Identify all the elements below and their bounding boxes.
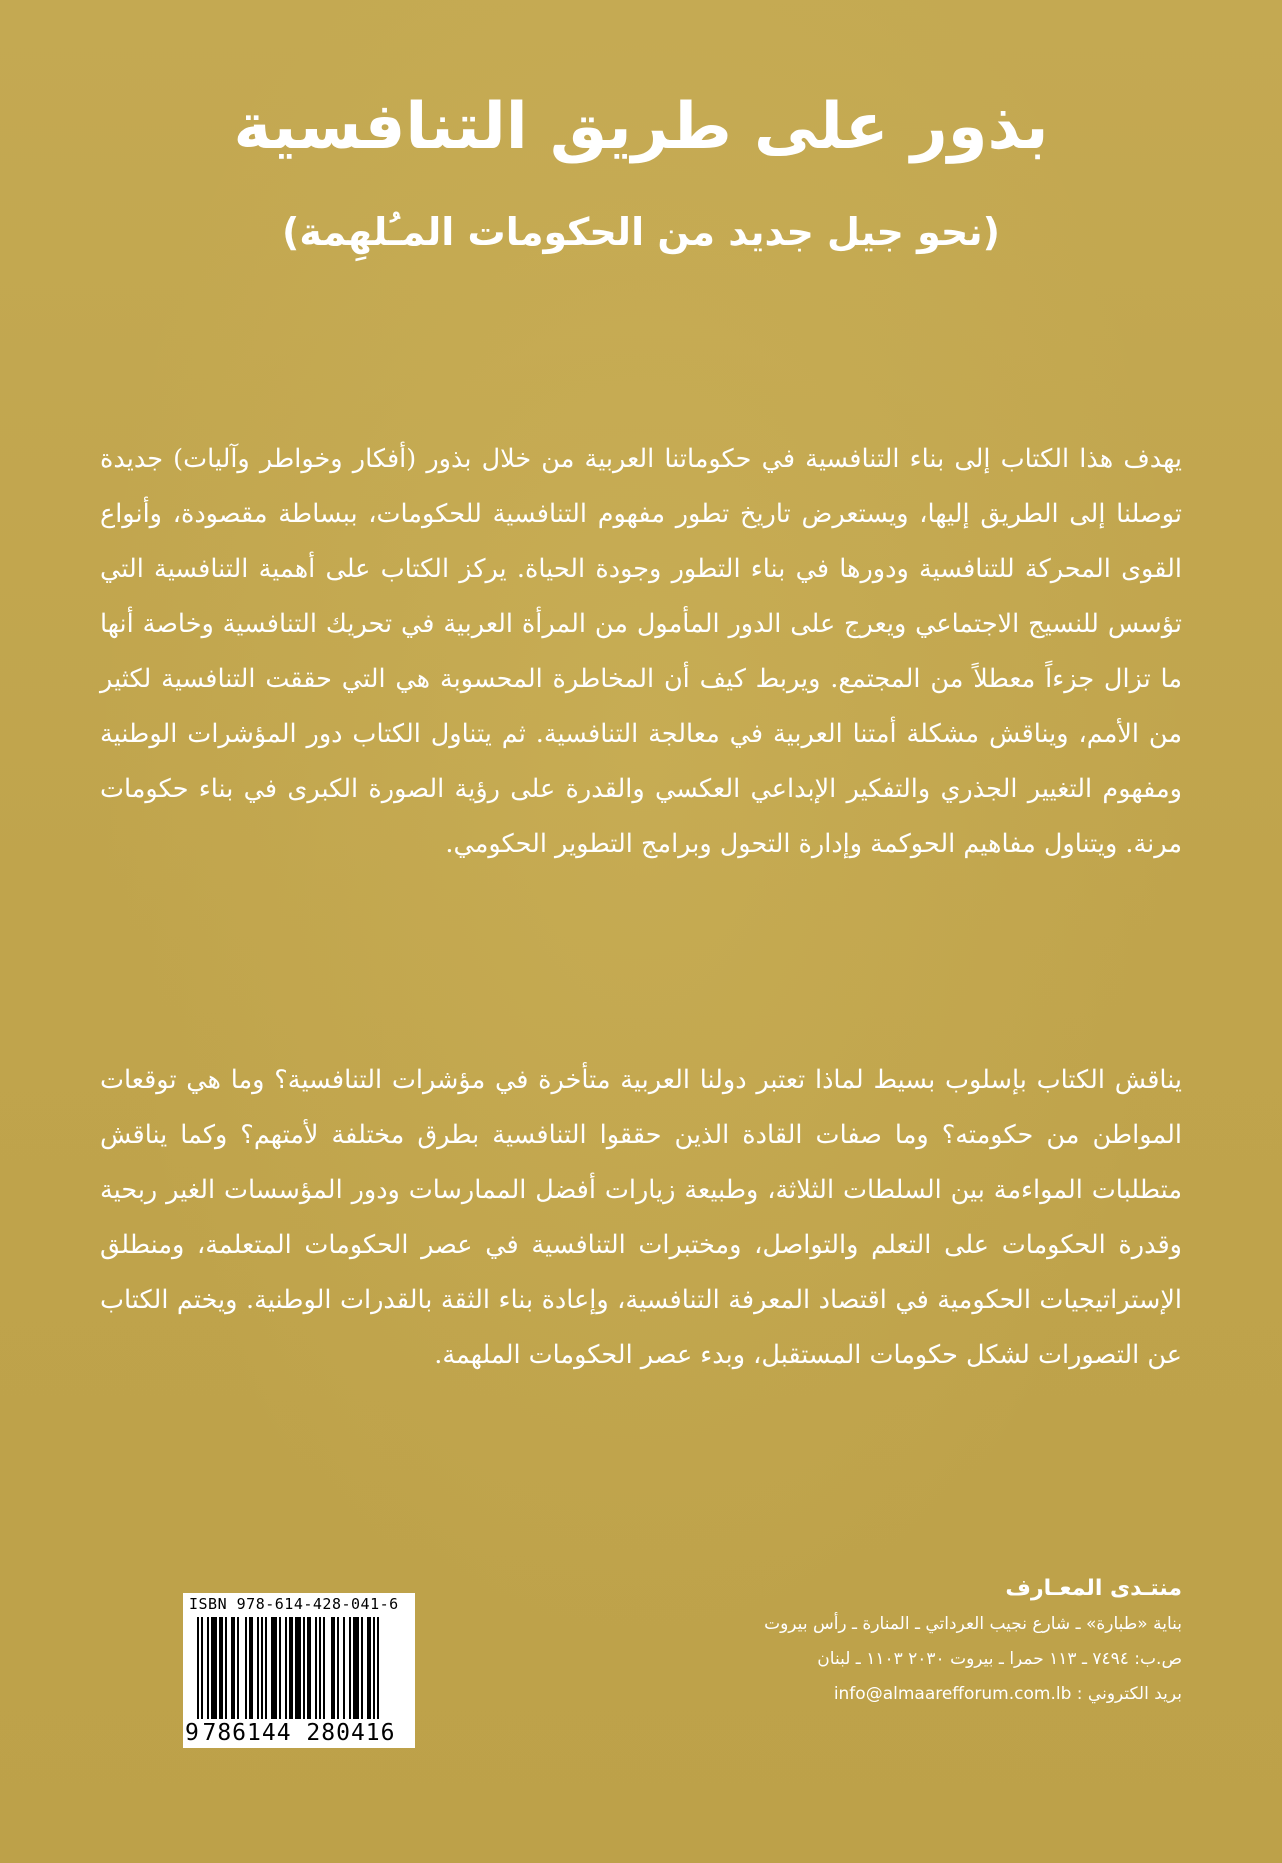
publisher-info	[662, 1571, 1182, 1712]
barcode-bar	[207, 1617, 209, 1719]
book-title: بذور على طريق التنافسية	[233, 90, 1049, 164]
barcode-bar	[377, 1617, 379, 1719]
barcode-bar	[361, 1617, 363, 1719]
publisher-email-line	[662, 1677, 1182, 1712]
email-label: بريد الكتروني :	[1076, 1684, 1182, 1704]
barcode-bar	[271, 1617, 277, 1719]
barcode-graphic	[197, 1617, 401, 1719]
barcode-bar	[219, 1617, 223, 1719]
barcode-bar	[331, 1617, 335, 1719]
barcode-bar	[337, 1617, 339, 1719]
barcode-digits	[183, 1720, 415, 1746]
description-paragraph-2: يناقش الكتاب بإسلوب بسيط لماذا تعتبر دولنا العربية متأخرة في مؤشرات التنافسية؟ وما هي توقعات المواطن من حكومته؟ وما صفات القادة الذين حققوا التنافسية بطرق مختلفة لأمتهم؟ وكما يناقش متطلبات المواءمة بين السلطات الثلاثة، وطبيعة زيارات أفضل الممارسات ودور المؤسسات الغير ربحية وقدرة الحكومات على التعلم والتواصل، ومختبرات التنافسية في عصر الحكومات المتعلمة، ومنطلق الإستراتيجيات الحكومية في اقتصاد المعرفة التنافسية، وإعادة بناء الثقة بالقدرات الوطنية. ويختم الكتاب عن التصورات لشكل حكومات المستقبل، وبدء عصر الحكومات الملهمة.	[100, 1065, 1182, 1370]
barcode-bar	[315, 1617, 317, 1719]
barcode-bar	[279, 1617, 281, 1719]
barcode-bar	[249, 1617, 253, 1719]
description-paragraph-1: يهدف هذا الكتاب إلى بناء التنافسية في حكوماتنا العربية من خلال بذور (أفكار وخواطر وآليات) جديدة توصلنا إلى الطريق إليها، ويستعرض تاريخ تطور مفهوم التنافسية للحكومات، ببساطة مقصودة، وأنواع القوى المحركة للتنافسية ودورها في بناء التطور وجودة الحياة. يركز الكتاب على أهمية التنافسية التي تؤسس للنسيج الاجتماعي ويعرج على الدور المأمول من المرأة العربية في تحريك التنافسية وخاصة أنها ما تزال جزءاً معطلاً من المجتمع. ويربط كيف أن المخاطرة المحسوبة هي التي حققت التنافسية لكثير من الأمم، ويناقش مشكلة أمتنا العربية في معالجة التنافسية. ثم يتناول الكتاب دور المؤشرات الوطنية ومفهوم التغيير الجذري والتفكير الإبداعي العكسي والقدرة على رؤية الصورة الكبرى في بناء حكومات مرنة. ويتناول مفاهيم الحوكمة وإدارة التحول وبرامج التطوير الحكومي.	[100, 444, 1182, 859]
barcode-bar	[237, 1617, 239, 1719]
barcode-bar	[295, 1617, 301, 1719]
barcode-bar	[231, 1617, 235, 1719]
barcode-first-digit: 9	[185, 1720, 200, 1746]
publisher-address: بناية «طبارة» ـ شارع نجيب العرداتي ـ المنارة ـ رأس بيروت	[764, 1614, 1182, 1634]
barcode-bar	[349, 1617, 351, 1719]
barcode-bar	[307, 1617, 311, 1719]
publisher-email: info@almaarefforum.com.lb	[833, 1684, 1072, 1704]
barcode-bar	[225, 1617, 227, 1719]
barcode-bar	[373, 1617, 375, 1719]
publisher-name: منتـدى المعـارف	[1005, 1576, 1182, 1601]
barcode-bar	[343, 1617, 345, 1719]
barcode-bar	[245, 1617, 247, 1719]
barcode-bar	[201, 1617, 203, 1719]
barcode-bar	[367, 1617, 371, 1719]
publisher-pobox: ص.ب: ٧٤٩٤ ـ ١١٣ حمرا ـ بيروت ٢٠٣٠ ١١٠٣ ـ لبنان	[817, 1649, 1182, 1669]
barcode-bar	[197, 1617, 199, 1719]
barcode-bars	[197, 1617, 401, 1719]
barcode-bar	[303, 1617, 305, 1719]
barcode-bar	[265, 1617, 267, 1719]
isbn-label: ISBN 978-614-428-041-6	[189, 1595, 399, 1613]
barcode-bar	[319, 1617, 321, 1719]
isbn-barcode	[183, 1593, 415, 1748]
barcode-bar	[353, 1617, 359, 1719]
barcode-digit-groups: 786144 280416	[202, 1720, 396, 1746]
book-subtitle: (نحو جيل جديد من الحكومات المـُلهِمة)	[282, 210, 1000, 254]
barcode-bar	[261, 1617, 263, 1719]
barcode-bar	[289, 1617, 293, 1719]
barcode-bar	[323, 1617, 325, 1719]
barcode-bar	[285, 1617, 287, 1719]
barcode-bar	[211, 1617, 217, 1719]
barcode-bar	[257, 1617, 259, 1719]
